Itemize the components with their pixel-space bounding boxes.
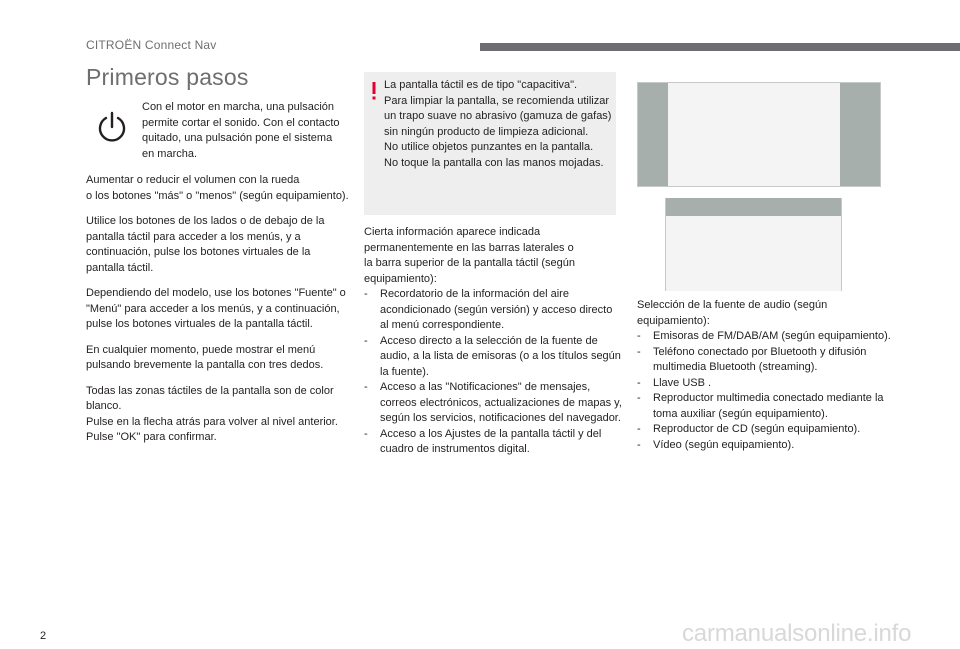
paragraph-source-menu: Dependiendo del modelo, use los botones "Fuente" o "Menú" para acceder a los menús, y a continuación, pulse los botones virtuales de la pantalla táctil. bbox=[86, 287, 346, 330]
right-side-bar bbox=[840, 83, 880, 186]
page-number: 2 bbox=[40, 630, 47, 642]
list-item: - Acceso a las "Notificaciones" de mensajes, correos electrónicos, actualizaciones de mapas y, según los servicios, notificaciones del navegador. bbox=[364, 380, 622, 427]
audio-source-intro: Selección de la fuente de audio (según equipamiento): bbox=[637, 299, 828, 327]
list-item: - Vídeo (según equipamiento). bbox=[637, 438, 902, 454]
list-item: - Teléfono conectado por Bluetooth y difusión multimedia Bluetooth (streaming). bbox=[637, 345, 902, 376]
sidebar-info-list bbox=[364, 287, 622, 458]
warning-text: La pantalla táctil es de tipo "capacitiva". Para limpiar la pantalla, se recomienda utilizar un trapo suave no abrasivo (gamuza de gafas) sin ningún producto de limpieza adicional. No utilice objetos punzantes en la pantalla. No toque la pantalla con las manos mojadas. bbox=[384, 79, 612, 169]
paragraph-volume: Aumentar o reducir el volumen con la rueda o los botones "más" o "menos" (según equipamiento). bbox=[86, 174, 349, 202]
left-side-bar bbox=[638, 83, 668, 186]
list-item: - Recordatorio de la información del aire acondicionado (según versión) y acceso directo al menú correspondiente. bbox=[364, 287, 622, 334]
list-item: - Acceso a los Ajustes de la pantalla táctil y del cuadro de instrumentos digital. bbox=[364, 427, 622, 458]
paragraph-touch-zones: Todas las zonas táctiles de la pantalla son de color blanco. Pulse en la flecha atrás para volver al nivel anterior. Pulse "OK" para confirmar. bbox=[86, 384, 338, 443]
page-title: Primeros pasos bbox=[86, 64, 249, 90]
top-bar bbox=[666, 198, 841, 216]
audio-source-list bbox=[637, 329, 902, 453]
column-1 bbox=[86, 173, 350, 456]
paragraph-three-fingers: En cualquier momento, puede mostrar el menú pulsando brevemente la pantalla con tres dedos. bbox=[86, 343, 324, 371]
header-bar bbox=[480, 43, 960, 51]
exclamation-icon bbox=[370, 82, 378, 100]
list-item: - Reproductor de CD (según equipamiento). bbox=[637, 422, 902, 438]
header-title: CITROËN Connect Nav bbox=[86, 38, 217, 52]
list-item: - Acceso directo a la selección de la fuente de audio, a la lista de emisoras (o a los títulos según la fuente). bbox=[364, 334, 622, 381]
column-3 bbox=[637, 298, 902, 453]
list-item: - Emisoras de FM/DAB/AM (según equipamiento). bbox=[637, 329, 902, 345]
screen-layout-side-bars bbox=[637, 82, 881, 187]
power-icon bbox=[96, 110, 128, 144]
power-description: Con el motor en marcha, una pulsación permite cortar el sonido. Con el contacto quitado, una pulsación pone el sistema en marcha. bbox=[142, 101, 340, 160]
paragraph-side-buttons: Utilice los botones de los lados o de debajo de la pantalla táctil para acceder a los menús, y a continuación, pulse los botones virtuales de la pantalla táctil. bbox=[86, 215, 325, 274]
sidebar-info-intro: Cierta información aparece indicada permanentemente en las barras laterales o la barra superior de la pantalla táctil (según equipamiento): bbox=[364, 226, 575, 285]
watermark: carmanualsonline.info bbox=[682, 620, 912, 647]
column-2 bbox=[364, 225, 622, 458]
screen-layout-top-bar bbox=[665, 198, 842, 291]
list-item: - Llave USB . bbox=[637, 376, 902, 392]
list-item: - Reproductor multimedia conectado mediante la toma auxiliar (según equipamiento). bbox=[637, 391, 902, 422]
